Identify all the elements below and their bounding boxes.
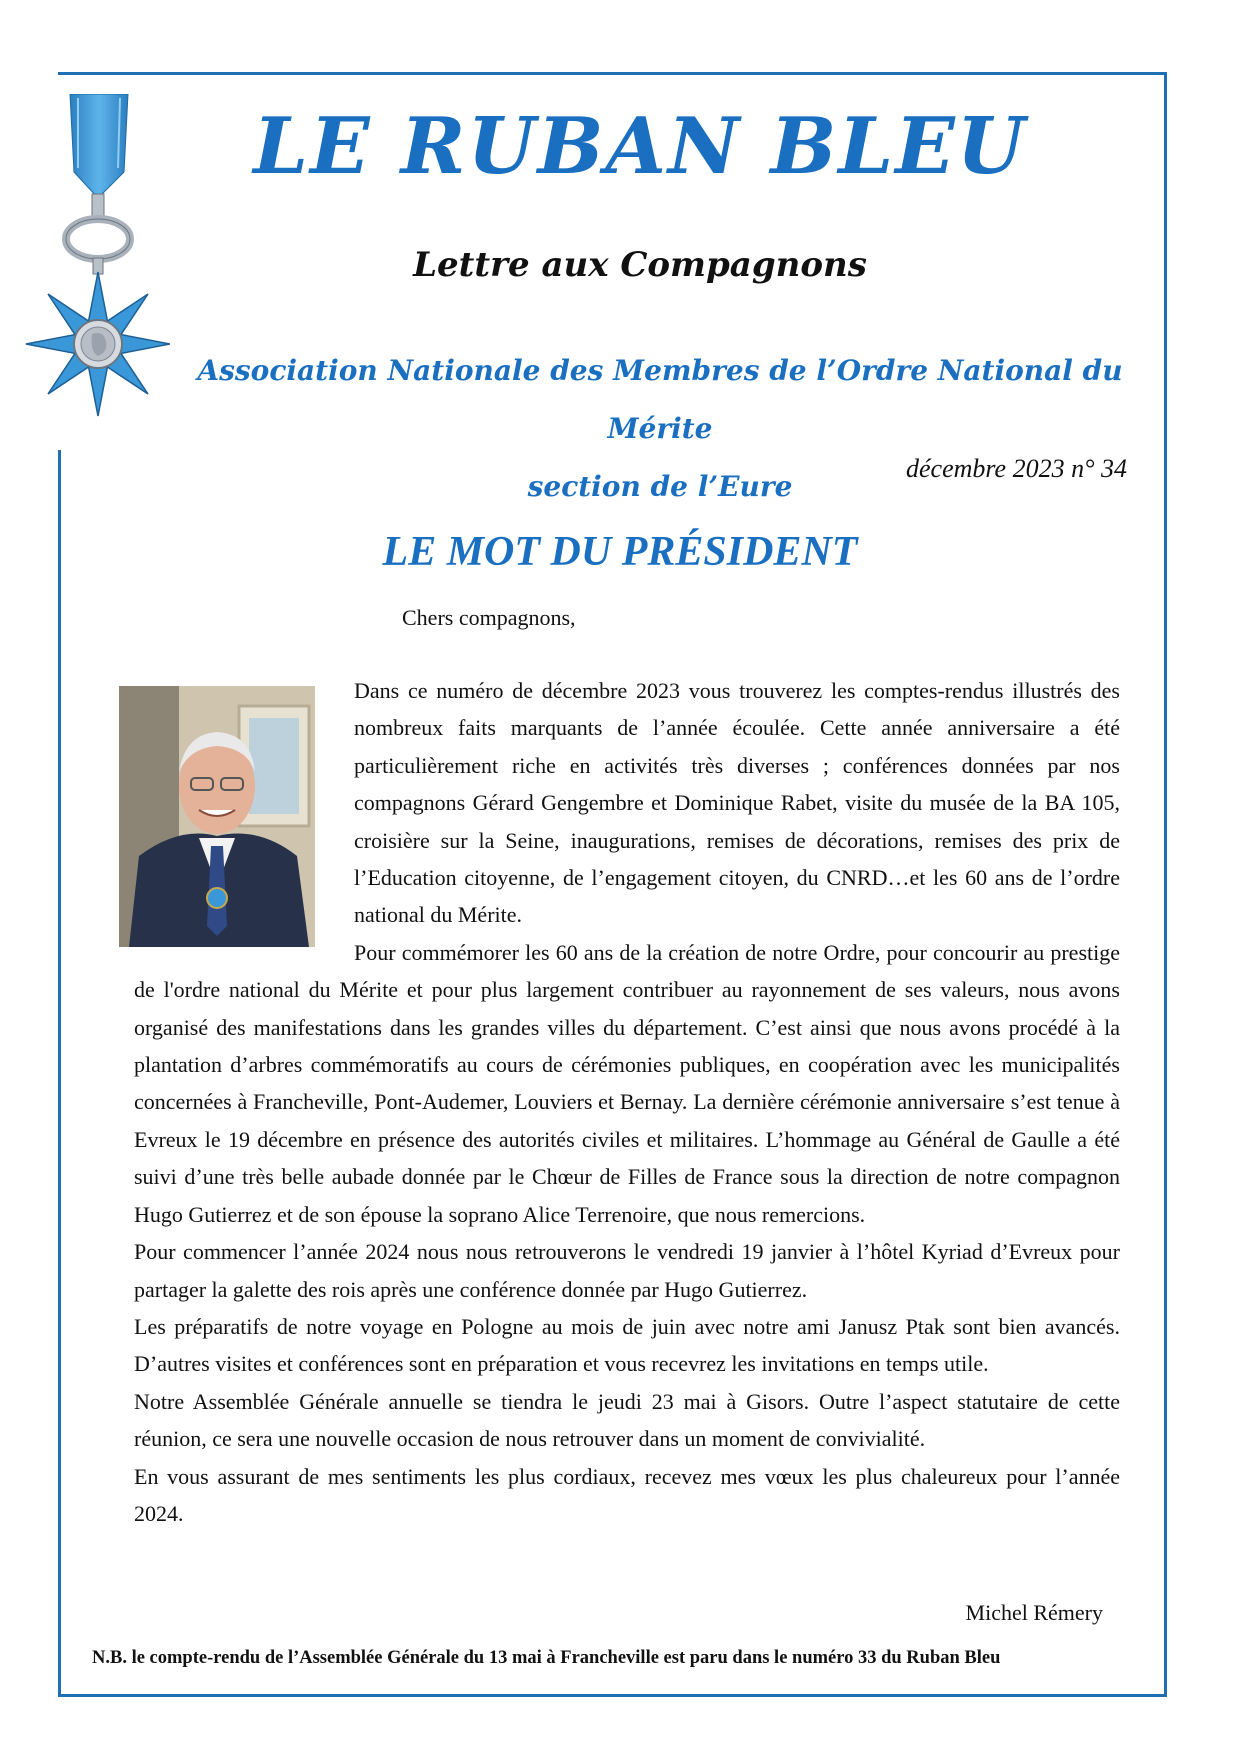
paragraph: Pour commencer l’année 2024 nous nous retrouverons le vendredi 19 janvier à l’hôtel Kyriad d’Evreux pour partager la galette des rois après une conférence donnée par Hugo Gutierrez. bbox=[134, 1239, 1120, 1302]
newsletter-subtitle: Lettre aux Compagnons bbox=[413, 245, 867, 285]
paragraph: Les préparatifs de notre voyage en Pologne au mois de juin avec notre ami Janusz Ptak sont bien avancés. D’autres visites et conférences sont en préparation et vous recevrez les invitations en temps utile. bbox=[134, 1313, 1120, 1377]
frame-border-top bbox=[196, 72, 1167, 75]
frame-border-right bbox=[1164, 72, 1167, 1697]
footer-note: N.B. le compte-rendu de l’Assemblée Générale du 13 mai à Francheville est paru dans le numéro 33 du Ruban Bleu bbox=[92, 1648, 1001, 1668]
paragraph: Notre Assemblée Générale annuelle se tiendra le jeudi 23 mai à Gisors. Outre l’aspect statutaire de cette réunion, ce sera une nouvelle occasion de nous retrouver dans un moment de convivialité. bbox=[134, 1388, 1120, 1452]
frame-border-bottom bbox=[58, 1694, 1167, 1697]
article-heading: LE MOT DU PRÉSIDENT bbox=[382, 529, 858, 575]
newsletter-title: LE RUBAN BLEU bbox=[253, 101, 1027, 192]
frame-border-top-left bbox=[58, 72, 196, 75]
signature: Michel Rémery bbox=[965, 1600, 1103, 1625]
paragraph: Dans ce numéro de décembre 2023 vous trouverez les comptes-rendus illustrés des nombreux faits marquants de l’année écoulée. Cette année anniversaire a été particulièrement riche en activités très diverses ; conférences données par nos compagnons Gérard Gengembre et Dominique Rabet, visite du musée de la BA 105, croisière sur la Seine, inaugurations, remises de décorations, remises des prix de l’Education citoyenne, de l’engagement citoyen, du CNRD…et les 60 ans de l’ordre national du Mérite. bbox=[354, 678, 1120, 928]
frame-border-left bbox=[58, 450, 61, 1697]
order-of-merit-medal-icon bbox=[20, 94, 170, 434]
section-line: section de l’Eure bbox=[527, 470, 793, 503]
paragraph: En vous assurant de mes sentiments les plus cordiaux, recevez mes vœux les plus chaleureux pour l’année 2024. bbox=[134, 1463, 1120, 1526]
issue-date: décembre 2023 n° 34 bbox=[906, 454, 1127, 483]
association-name bbox=[180, 342, 1140, 516]
association-line: Association Nationale des Membres de l’Ordre National du Mérite bbox=[197, 354, 1123, 445]
article-body bbox=[134, 672, 1120, 1532]
paragraph: Pour commémorer les 60 ans de la création de notre Ordre, pour concourir au prestige de l'ordre national du Mérite et pour plus largement contribuer au rayonnement de ses valeurs, nous avons organisé des manifestations dans les grandes villes du département. C’est ainsi que nous avons procédé à la plantation d’arbres commémoratifs au cours de cérémonies publiques, en coopération avec les municipalités concernées à Francheville, Pont-Audemer, Louviers et Bernay. La dernière cérémonie anniversaire s’est tenue à Evreux le 19 décembre en présence des autorités civiles et militaires. L’hommage au Général de Gaulle a été suivi d’une très belle aubade donnée par le Chœur de Filles de France sous la direction de notre compagnon Hugo Gutierrez et de son épouse la soprano Alice Terrenoire, que nous remercions. bbox=[134, 939, 1120, 1227]
greeting: Chers compagnons, bbox=[402, 605, 576, 630]
